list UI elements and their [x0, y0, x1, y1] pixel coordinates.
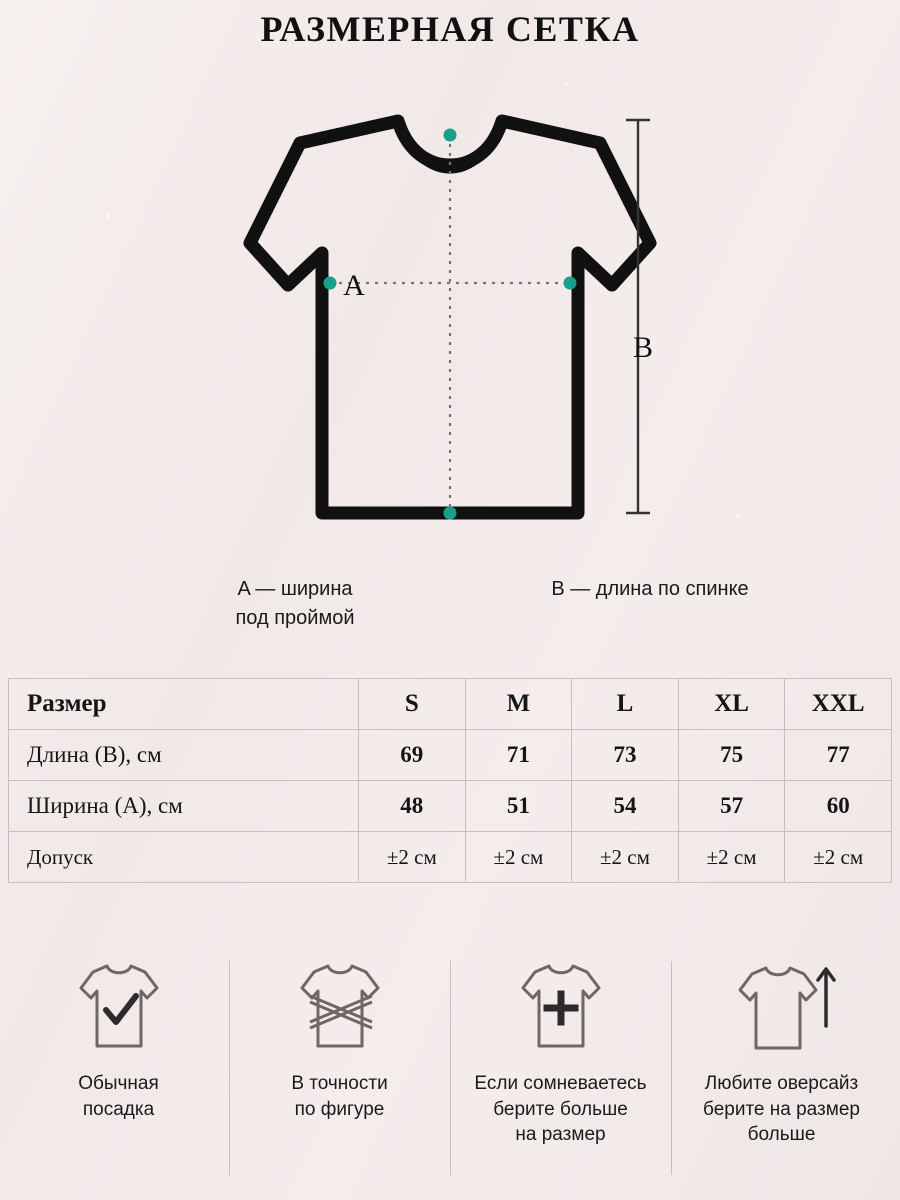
tip-oversize-line2: берите на размер: [703, 1098, 860, 1120]
label-a: A: [343, 269, 365, 302]
tolerance-s: ±2 см: [359, 832, 466, 883]
row-label-tolerance: Допуск: [9, 832, 359, 883]
tip-regular-line1: Обычная: [78, 1073, 159, 1094]
table-header-size: Размер: [9, 679, 359, 730]
legend-b-line1: B — длина по спинке: [551, 578, 749, 600]
page-title: РАЗМЕРНАЯ СЕТКА: [260, 9, 640, 49]
tip-exact-line1: В точности: [291, 1073, 388, 1094]
length-m: 71: [465, 730, 572, 781]
width-xxl: 60: [785, 781, 892, 832]
table-header-xxl: XXL: [785, 679, 892, 730]
tip-doubt-line3: на размер: [515, 1124, 606, 1146]
tip-oversize-line3: больше: [747, 1124, 816, 1146]
fit-tip-regular: [8, 955, 229, 1185]
width-m: 51: [465, 781, 572, 832]
legend-a-line2: под проймой: [235, 607, 355, 629]
width-l: 54: [572, 781, 679, 832]
table-header-l: L: [572, 679, 679, 730]
row-label-length: Длина (B), см: [9, 730, 359, 781]
row-label-width: Ширина (A), см: [9, 781, 359, 832]
legend-a-line1: A — ширина: [237, 578, 353, 600]
tip-regular-line2: посадка: [82, 1098, 155, 1120]
length-xl: 75: [678, 730, 785, 781]
tolerance-xxl: ±2 см: [785, 832, 892, 883]
tshirt-diagram: [0, 95, 900, 540]
length-l: 73: [572, 730, 679, 781]
fit-tip-exact: [229, 955, 450, 1185]
width-s: 48: [359, 781, 466, 832]
tshirt-measure-tape-icon: [235, 955, 444, 1065]
tip-doubt-line1: Если сомневаетесь: [474, 1073, 647, 1094]
width-xl: 57: [678, 781, 785, 832]
tshirt-plus-icon: [456, 955, 665, 1065]
tshirt-check-icon: [14, 955, 223, 1065]
size-table: [8, 678, 892, 883]
table-header-m: M: [465, 679, 572, 730]
marker-width-right: [564, 277, 577, 290]
marker-collar: [444, 129, 457, 142]
size-table-wrapper: [8, 678, 892, 883]
tip-oversize-line1: Любите оверсайз: [704, 1073, 859, 1094]
marker-hem: [444, 507, 457, 520]
table-row-length: [9, 730, 892, 781]
fit-tips: [8, 955, 892, 1185]
length-s: 69: [359, 730, 466, 781]
label-b: B: [632, 331, 654, 364]
tshirt-arrow-up-icon: [677, 955, 886, 1065]
tip-exact-line2: по фигуре: [294, 1098, 385, 1120]
marker-width-left: [324, 277, 337, 290]
fit-tip-doubt: [450, 955, 671, 1185]
legend-b: [450, 575, 850, 604]
length-xxl: 77: [785, 730, 892, 781]
table-header-s: S: [359, 679, 466, 730]
table-row-tolerance: [9, 832, 892, 883]
fit-tip-oversize: [671, 955, 892, 1185]
tip-doubt-line2: берите больше: [493, 1098, 628, 1120]
tolerance-m: ±2 см: [465, 832, 572, 883]
legend-a: [130, 575, 460, 633]
length-dimension-bracket: [626, 120, 650, 513]
table-row-width: [9, 781, 892, 832]
table-header-row: [9, 679, 892, 730]
tolerance-l: ±2 см: [572, 832, 679, 883]
table-header-xl: XL: [678, 679, 785, 730]
tolerance-xl: ±2 см: [678, 832, 785, 883]
